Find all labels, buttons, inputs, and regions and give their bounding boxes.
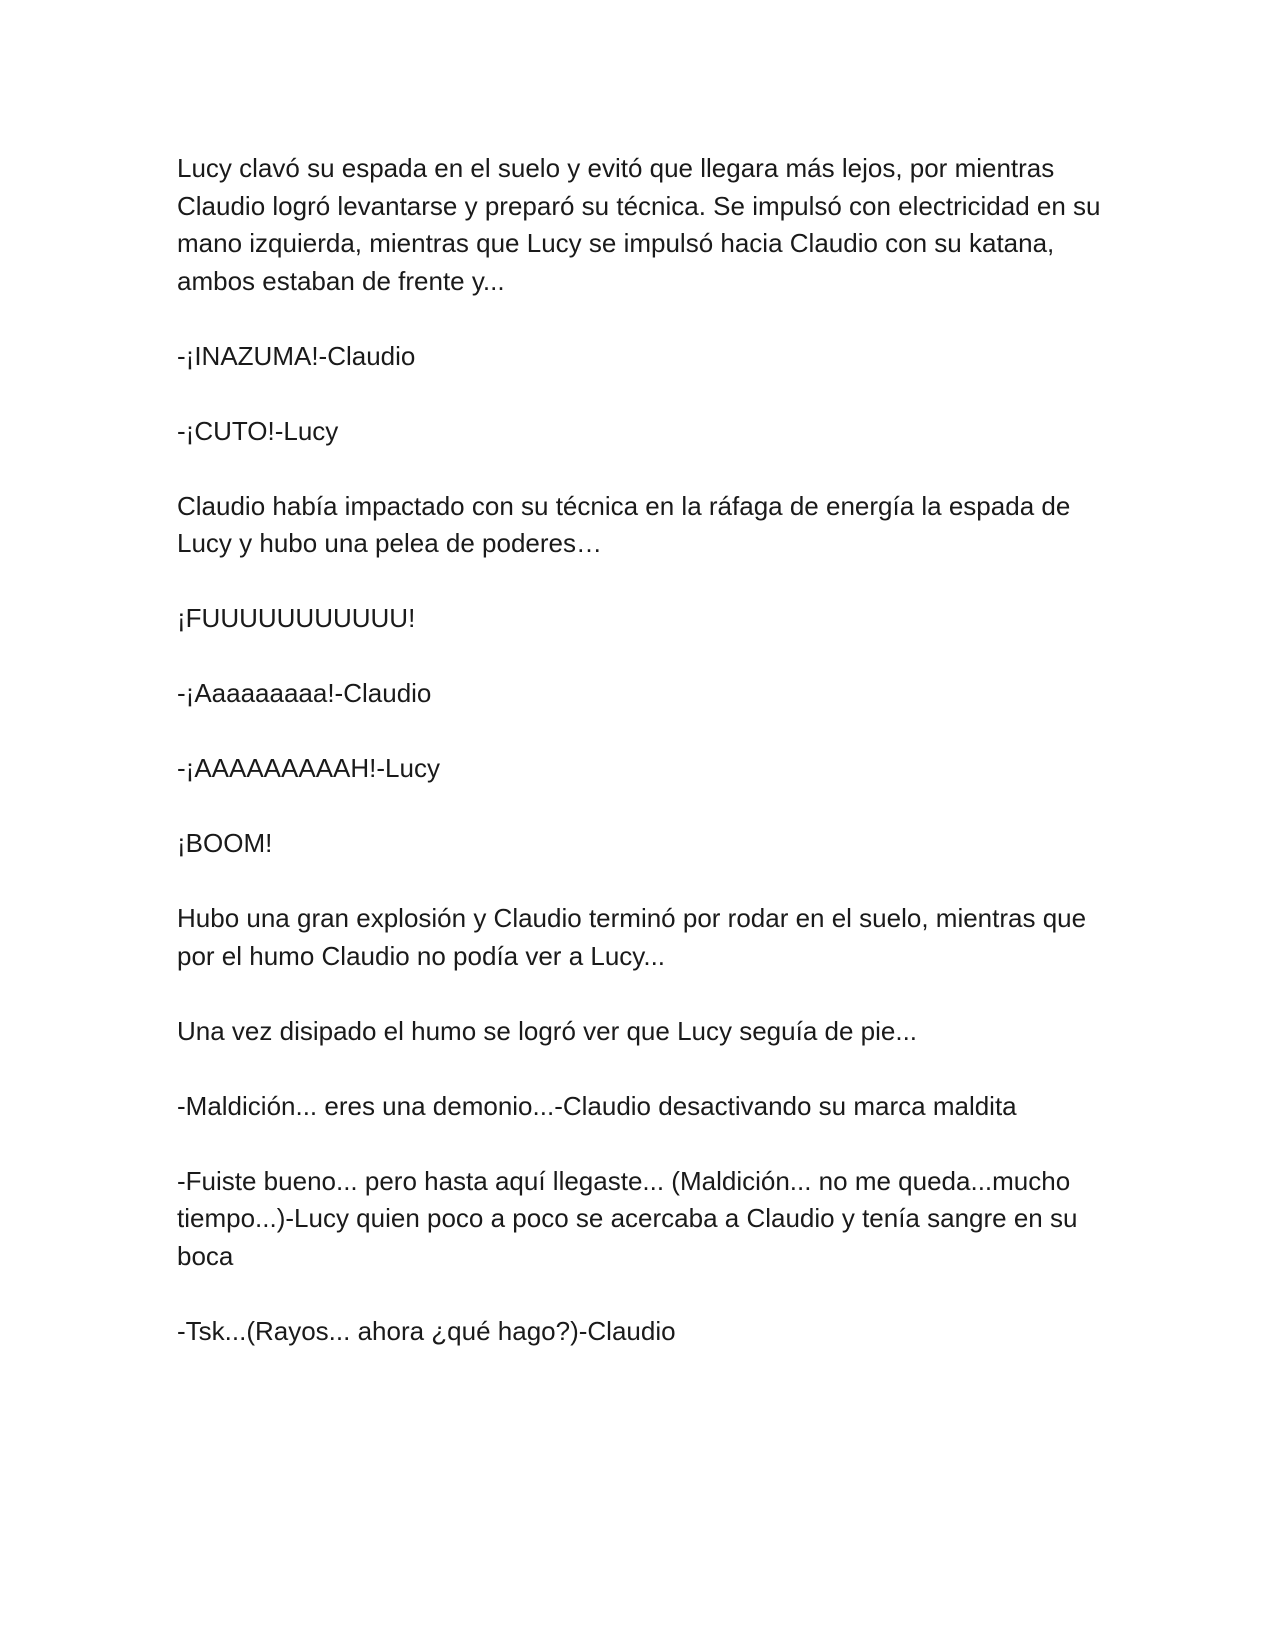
dialogue-line: -Fuiste bueno... pero hasta aquí llegaste... (Maldición... no me queda...mucho tiempo...)-Lucy quien poco a poco se acercaba a Claudio y tenía sangre en su boca — [177, 1165, 1078, 1271]
dialogue-line: -Maldición... eres una demonio...-Claudio desactivando su marca maldita — [177, 1090, 1017, 1121]
dialogue-line: -Tsk...(Rayos... ahora ¿qué hago?)-Claudio — [177, 1315, 676, 1346]
dialogue-line: -¡INAZUMA!-Claudio — [177, 340, 416, 371]
paragraph: Una vez disipado el humo se logró ver que Lucy seguía de pie... — [177, 1015, 918, 1046]
sound-effect-line: ¡FUUUUUUUUUUU! — [177, 603, 416, 633]
paragraph: Lucy clavó su espada en el suelo y evitó que llegara más lejos, por mientras Claudio logró levantarse y preparó su técnica. Se impulsó con electricidad en su mano izquierda, mientras que Lucy se impulsó hacia Claudio con su katana, ambos estaban de frente y... — [177, 153, 1101, 296]
dialogue-line: -¡Aaaaaaaaa!-Claudio — [177, 678, 432, 708]
paragraph: Hubo una gran explosión y Claudio terminó por rodar en el suelo, mientras que por el humo Claudio no podía ver a Lucy... — [177, 903, 1087, 971]
dialogue-line: -¡AAAAAAAAAH!-Lucy — [177, 753, 440, 783]
sound-effect-line: ¡BOOM! — [177, 828, 273, 858]
dialogue-line: -¡CUTO!-Lucy — [177, 415, 339, 446]
document-body — [177, 150, 1107, 1388]
paragraph: Claudio había impactado con su técnica en la ráfaga de energía la espada de Lucy y hubo una pelea de poderes… — [177, 490, 1071, 558]
